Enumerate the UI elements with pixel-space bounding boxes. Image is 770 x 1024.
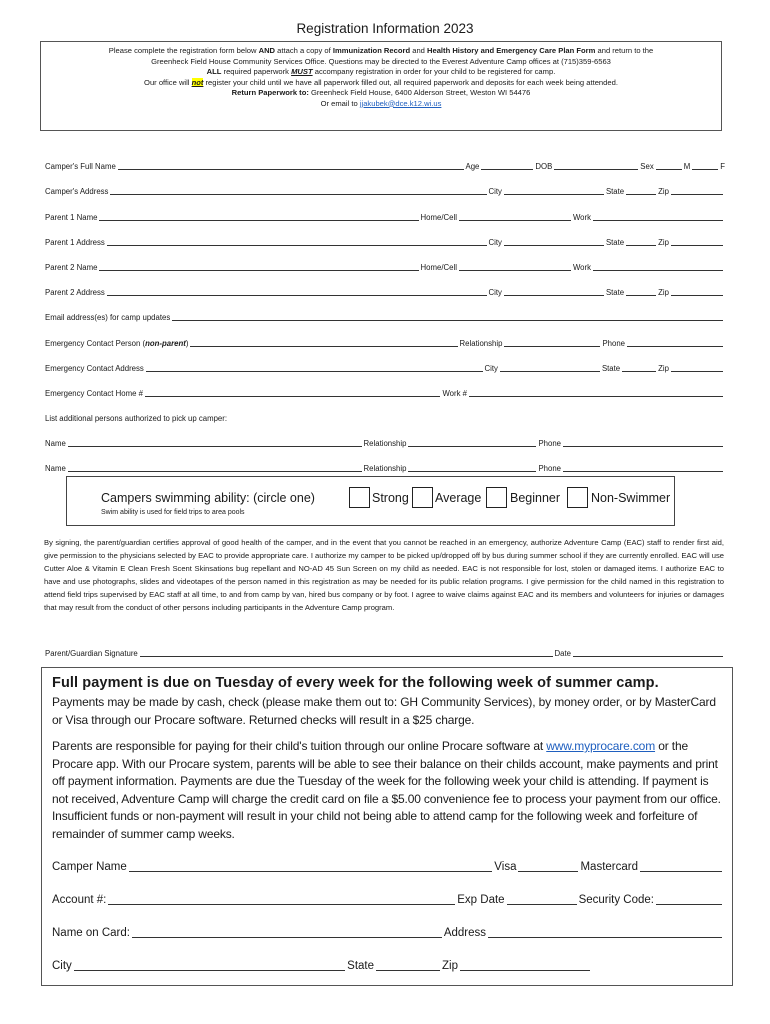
parent1-address-field[interactable] xyxy=(107,237,487,246)
dob-field[interactable] xyxy=(554,161,638,170)
option-average: Average xyxy=(435,491,482,505)
emergency-person-field[interactable] xyxy=(190,338,457,347)
state-field[interactable] xyxy=(626,287,656,296)
intro-text: and xyxy=(410,46,427,55)
city-field[interactable] xyxy=(504,186,604,195)
field-label: Emergency Contact Address xyxy=(45,363,144,373)
intro-text: Please complete the registration form below xyxy=(108,46,259,55)
emergency-person-row xyxy=(45,322,725,347)
intro-text: MUST xyxy=(291,67,313,76)
city-field[interactable] xyxy=(500,363,600,372)
field-label: Sex xyxy=(640,162,654,172)
payment-policy-text xyxy=(52,738,722,844)
field-label: State xyxy=(601,363,621,373)
field-label: State xyxy=(605,187,625,197)
field-label: Relationship xyxy=(363,439,407,449)
state-field[interactable] xyxy=(626,237,656,246)
list-persons-row xyxy=(45,398,725,423)
work-field[interactable] xyxy=(593,212,723,221)
field-label: Work # xyxy=(442,388,467,398)
signature-row xyxy=(45,633,725,658)
zip-field[interactable] xyxy=(671,186,723,195)
parent1-address-row xyxy=(45,222,725,247)
intro-text: required paperwork xyxy=(221,67,292,76)
work-number-field[interactable] xyxy=(469,388,723,397)
emergency-address-row xyxy=(45,348,725,373)
field-label: List additional persons authorized to pick up camper: xyxy=(45,414,228,424)
intro-text: accompany registration in order for your child to be registered for camp. xyxy=(312,67,556,76)
intro-text: attach a copy of xyxy=(275,46,333,55)
security-code-field[interactable] xyxy=(656,893,722,905)
relationship-field[interactable] xyxy=(504,338,600,347)
state-field[interactable] xyxy=(622,363,656,372)
consent-text: By signing, the parent/guardian certifies approval of good health of the camper, and in the event that you cannot be reached in an emergency, authorize Adventure Camp (EAC) staff to render first aid, give permission to the physicians selected by EAC to provide appropriate care. I authorize my camper to be picked up/dropped off by bus during summer school if they are currently enrolled. EAC will use Cutter Aloe & Vitamin E Clean Fresh Scent Skinsations bug repellant and NO-AD 45 Sun Screen on my child as needed. EAC is not responsible for lost, stolen or damaged items. I authorize EAC to have and use photographs, slides and videotapes of the person named in this registration as may be needed for its public relation programs. I give permission for the child named in this registration to attend field trips supervised by EAC staff at all time, to and from camp by van, hired bus company or by foot. I agree to waive claims against EAC and its members and volunteers for injuries or damages that may result from the conduct of other persons including participants in the Adventure Camp program. xyxy=(44,538,724,612)
parent2-name-field[interactable] xyxy=(99,262,418,271)
field-label: Zip xyxy=(442,960,458,972)
city-field[interactable] xyxy=(504,237,604,246)
field-label: Security Code: xyxy=(578,894,654,906)
pickup-name-field[interactable] xyxy=(68,463,362,472)
intro-text: Our office will xyxy=(144,77,192,87)
intro-text: Return Paperwork to: xyxy=(231,88,309,97)
intro-text: ALL xyxy=(206,67,222,76)
card-camper-name-field[interactable] xyxy=(129,860,493,872)
zip-field[interactable] xyxy=(671,237,723,246)
pickup-person-row xyxy=(45,423,725,448)
sex-field[interactable] xyxy=(692,161,718,170)
camper-name-row xyxy=(45,146,725,171)
strong-checkbox[interactable] xyxy=(349,487,370,508)
card-city-row xyxy=(52,954,592,972)
field-label: Camper Name xyxy=(52,861,127,873)
phone-field[interactable] xyxy=(627,338,723,347)
card-state-field[interactable] xyxy=(376,959,440,971)
field-label: Zip xyxy=(658,187,669,197)
account-number-field[interactable] xyxy=(108,893,455,905)
field-label: Parent 1 Name xyxy=(45,212,98,222)
payment-heading: Full payment is due on Tuesday of every week for the following week of summer camp. xyxy=(52,675,659,691)
home-cell-field[interactable] xyxy=(459,262,571,271)
field-label: Visa xyxy=(494,861,517,873)
field-label: Home/Cell xyxy=(420,212,457,222)
emergency-home-row xyxy=(45,373,725,398)
card-zip-field[interactable] xyxy=(460,959,590,971)
parent2-address-field[interactable] xyxy=(107,287,487,296)
relationship-field[interactable] xyxy=(408,438,536,447)
card-city-field[interactable] xyxy=(74,959,345,971)
field-label: Work xyxy=(572,212,591,222)
beginner-checkbox[interactable] xyxy=(486,487,507,508)
pickup-person-row xyxy=(45,448,725,473)
card-account-row xyxy=(52,888,724,906)
name-on-card-field[interactable] xyxy=(132,926,442,938)
average-checkbox[interactable] xyxy=(412,487,433,508)
intro-text: Health History and Emergency Care Plan Form xyxy=(427,46,596,55)
field-label: Work xyxy=(572,262,591,272)
city-field[interactable] xyxy=(504,287,604,296)
swim-note: Swim ability is used for field trips to area pools xyxy=(101,509,245,516)
field-label: Phone xyxy=(538,464,561,474)
field-label: Emergency Contact Person ( xyxy=(45,338,146,348)
date-field[interactable] xyxy=(573,648,723,657)
swim-question: Campers swimming ability: (circle one) xyxy=(101,491,315,505)
field-label: Name on Card: xyxy=(52,927,130,939)
parent1-name-field[interactable] xyxy=(99,212,418,221)
field-label: Exp Date xyxy=(457,894,505,906)
signature-field[interactable] xyxy=(140,648,553,657)
field-label: City xyxy=(488,288,502,298)
field-label: Zip xyxy=(658,237,669,247)
pickup-name-field[interactable] xyxy=(68,438,362,447)
field-label: Email address(es) for camp updates xyxy=(45,313,171,323)
field-label: Parent/Guardian Signature xyxy=(45,649,138,659)
age-field[interactable] xyxy=(481,161,533,170)
highlighted-not: not xyxy=(191,77,204,87)
field-label: F xyxy=(720,162,725,172)
mastercard-field[interactable] xyxy=(640,860,722,872)
email-link[interactable]: jjakubek@dce.k12.wi.us xyxy=(359,98,442,108)
field-label: State xyxy=(605,237,625,247)
field-label: Home/Cell xyxy=(420,262,457,272)
field-label: Address xyxy=(443,927,486,939)
field-label: State xyxy=(347,960,375,972)
field-label: M xyxy=(683,162,691,172)
field-label: City xyxy=(488,187,502,197)
instructions-box xyxy=(40,41,722,131)
email-row xyxy=(45,297,725,322)
field-label: Age xyxy=(465,162,480,172)
emergency-address-field[interactable] xyxy=(146,363,483,372)
phone-field[interactable] xyxy=(563,463,723,472)
work-field[interactable] xyxy=(593,262,723,271)
parent1-name-row xyxy=(45,196,725,221)
email-field[interactable] xyxy=(172,312,723,321)
home-cell-field[interactable] xyxy=(459,212,571,221)
zip-field[interactable] xyxy=(671,287,723,296)
emergency-home-field[interactable] xyxy=(145,388,441,397)
field-label: DOB xyxy=(535,162,553,172)
field-label: Date xyxy=(554,649,571,659)
option-beginner: Beginner xyxy=(510,491,561,505)
exp-date-field[interactable] xyxy=(507,893,577,905)
policy-text: or the Procare app. With our Procare system, parents will be able to see their balance on their childs account, make payments and print off payment information. Payments are due the Tuesday of the week for the following week your child is attending. If payment is not received, Adventure Camp will charge the credit card on file a $5.00 convenience fee to process your payment from our office. Insufficient funds or non-payment will result in your child not being able to attend camp for the following week and forfeiture of remainder of summer camp weeks. xyxy=(52,739,721,841)
field-label: Parent 2 Address xyxy=(45,288,105,298)
registration-fields xyxy=(45,146,725,473)
card-camper-row xyxy=(52,855,724,873)
parent2-address-row xyxy=(45,272,725,297)
relationship-field[interactable] xyxy=(408,463,536,472)
card-address-field[interactable] xyxy=(488,926,722,938)
policy-text: Parents are responsible for paying for their child's tuition through our online Procare software at xyxy=(52,739,547,753)
field-label: Name xyxy=(45,439,66,449)
field-label: Relationship xyxy=(363,464,407,474)
field-label: City xyxy=(484,363,498,373)
field-label: Camper's Address xyxy=(45,187,109,197)
intro-text: AND xyxy=(258,46,276,55)
payment-methods-text: Payments may be made by cash, check (please make them out to: GH Community Services), by money order, or by MasterCard or Visa through our Procare software. Returned checks will result in a $25 charge. xyxy=(52,695,716,727)
option-strong: Strong xyxy=(372,491,409,505)
field-label: non-parent xyxy=(145,338,186,348)
zip-field[interactable] xyxy=(671,363,723,372)
visa-field[interactable] xyxy=(518,860,578,872)
camper-name-field[interactable] xyxy=(118,161,464,170)
field-label: Parent 1 Address xyxy=(45,237,105,247)
swimming-ability-box xyxy=(66,476,675,526)
intro-text: Immunization Record xyxy=(332,46,411,55)
phone-field[interactable] xyxy=(563,438,723,447)
field-label: Emergency Contact Home # xyxy=(45,388,143,398)
option-non-swimmer: Non-Swimmer xyxy=(591,491,671,505)
non-swimmer-checkbox[interactable] xyxy=(567,487,588,508)
field-label: Phone xyxy=(602,338,625,348)
field-label: City xyxy=(488,237,502,247)
field-label: Camper's Full Name xyxy=(45,162,116,172)
procare-link[interactable]: www.myprocare.com xyxy=(546,739,656,753)
sex-field[interactable] xyxy=(656,161,682,170)
field-label: Name xyxy=(45,464,66,474)
card-name-row xyxy=(52,921,724,939)
intro-text: Greenheck Field House, 6400 Alderson Street, Weston WI 54476 xyxy=(308,88,531,97)
field-label: Phone xyxy=(538,439,561,449)
parent2-name-row xyxy=(45,247,725,272)
field-label: ) xyxy=(185,338,189,348)
field-label: State xyxy=(605,288,625,298)
field-label: Mastercard xyxy=(580,861,638,873)
field-label: Relationship xyxy=(459,338,503,348)
intro-text: register your child until we have all paperwork filled out, all required paperwork and deposits for each week being attended. xyxy=(203,77,618,87)
camper-address-row xyxy=(45,171,725,196)
intro-text: Or email to xyxy=(320,98,360,108)
field-label: Parent 2 Name xyxy=(45,262,98,272)
field-label: City xyxy=(52,960,72,972)
intro-text: and return to the xyxy=(595,46,654,55)
payment-box xyxy=(41,667,733,986)
page-title: Registration Information 2023 xyxy=(296,21,474,36)
state-field[interactable] xyxy=(626,186,656,195)
field-label: Zip xyxy=(658,288,669,298)
intro-text: Greenheck Field House Community Services Office. Questions may be directed to the Everest Adventure Camp offices at (715)359-6563 xyxy=(151,56,611,66)
field-label: Zip xyxy=(658,363,669,373)
camper-address-field[interactable] xyxy=(110,186,486,195)
field-label: Account #: xyxy=(52,894,107,906)
